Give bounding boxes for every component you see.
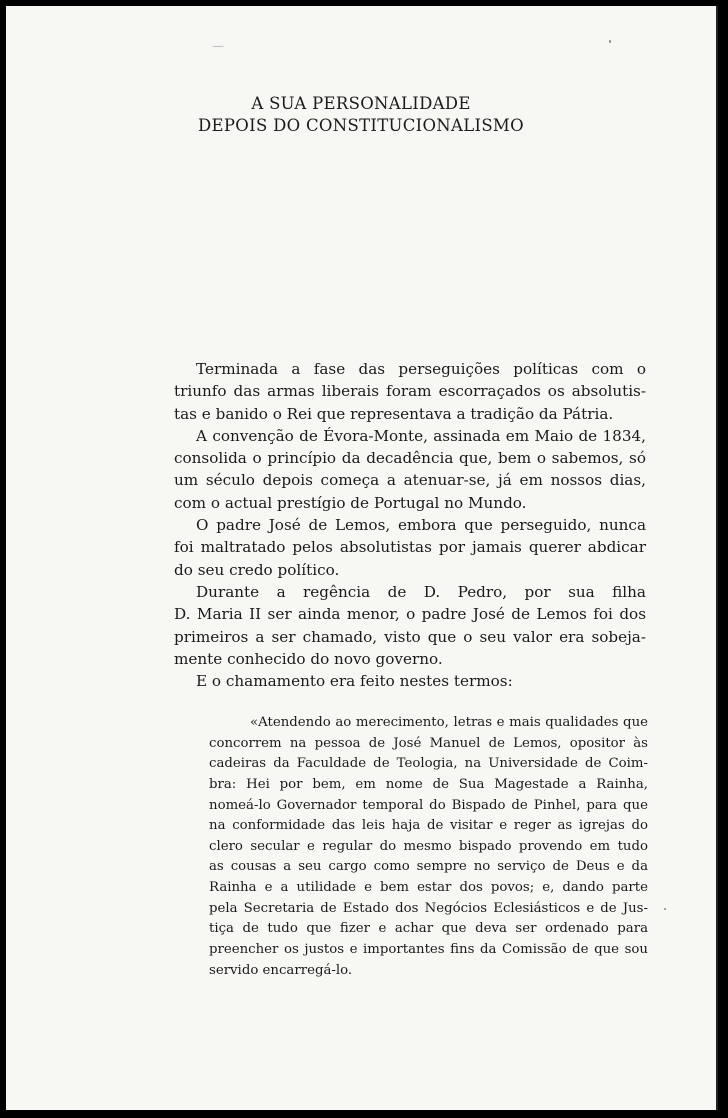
quote-line: cadeiras da Faculdade de Teologia, na Universidade de Coim-: [209, 756, 648, 772]
text-line: tas e banido o Rei que representava a tradição da Pátria.: [174, 404, 614, 423]
quote-line: tiça de tudo que fizer e achar que deva ser ordenado para: [209, 921, 648, 937]
chapter-title-line-2: DEPOIS DO CONSTITUCIONALISMO: [198, 116, 524, 135]
quote-line: bra: Hei por bem, em nome de Sua Magestade a Rainha,: [209, 776, 648, 792]
quote-line: na conformidade das leis haja de visitar e reger as igrejas do: [209, 818, 648, 834]
quote-line: servido encarregá-lo.: [209, 962, 353, 978]
text-line: triunfo das armas liberais foram escorraçados os absolutis-: [174, 382, 646, 401]
quote-line: Rainha e a utilidade e bem estar dos povos; e, dando parte: [209, 880, 648, 896]
chapter-title: [6, 93, 716, 137]
block-quote: [209, 713, 648, 981]
quote-line: «Atendendo ao merecimento, letras e mais qualidades que: [250, 715, 648, 730]
body-text: [174, 358, 646, 692]
text-line: foi maltratado pelos absolutistas por jamais querer abdicar: [174, 538, 646, 557]
paper-speck: [609, 40, 611, 43]
paper-speck: [664, 908, 666, 910]
text-line: um século depois começa a atenuar-se, já em nossos dias,: [174, 471, 646, 490]
paper-speck: [212, 46, 224, 47]
text-line: consolida o princípio da decadência que, bem o sabemos, só: [174, 449, 646, 468]
text-line: A convenção de Évora-Monte, assinada em Maio de 1834,: [196, 426, 646, 445]
quote-line: nomeá-lo Governador temporal do Bispado de Pinhel, para que: [209, 797, 648, 813]
text-line: primeiros a ser chamado, visto que o seu valor era sobeja-: [174, 627, 646, 646]
text-line: do seu credo político.: [174, 560, 340, 579]
quote-line: concorrem na pessoa de José Manuel de Lemos, opositor às: [209, 735, 648, 751]
text-line: D. Maria II ser ainda menor, o padre José de Lemos foi dos: [174, 605, 646, 624]
text-line: Terminada a fase das perseguições políticas com o: [196, 360, 646, 378]
quote-line: pela Secretaria de Estado dos Negócios Eclesiásticos e de Jus-: [209, 900, 648, 916]
chapter-title-line-1: A SUA PERSONALIDADE: [251, 94, 471, 113]
text-line: Durante a regência de D. Pedro, por sua filha: [196, 582, 646, 601]
text-line: E o chamamento era feito nestes termos:: [196, 672, 513, 691]
quote-line: preencher os justos e importantes fins da Comissão de que sou: [209, 942, 648, 958]
text-line: mente conhecido do novo governo.: [174, 649, 443, 668]
quote-line: clero secular e regular do mesmo bispado provendo em tudo: [209, 838, 648, 854]
text-line: O padre José de Lemos, embora que perseguido, nunca: [196, 516, 646, 535]
text-line: com o actual prestígio de Portugal no Mundo.: [174, 493, 527, 512]
quote-line: as cousas a seu cargo como sempre no serviço de Deus e da: [209, 859, 648, 875]
